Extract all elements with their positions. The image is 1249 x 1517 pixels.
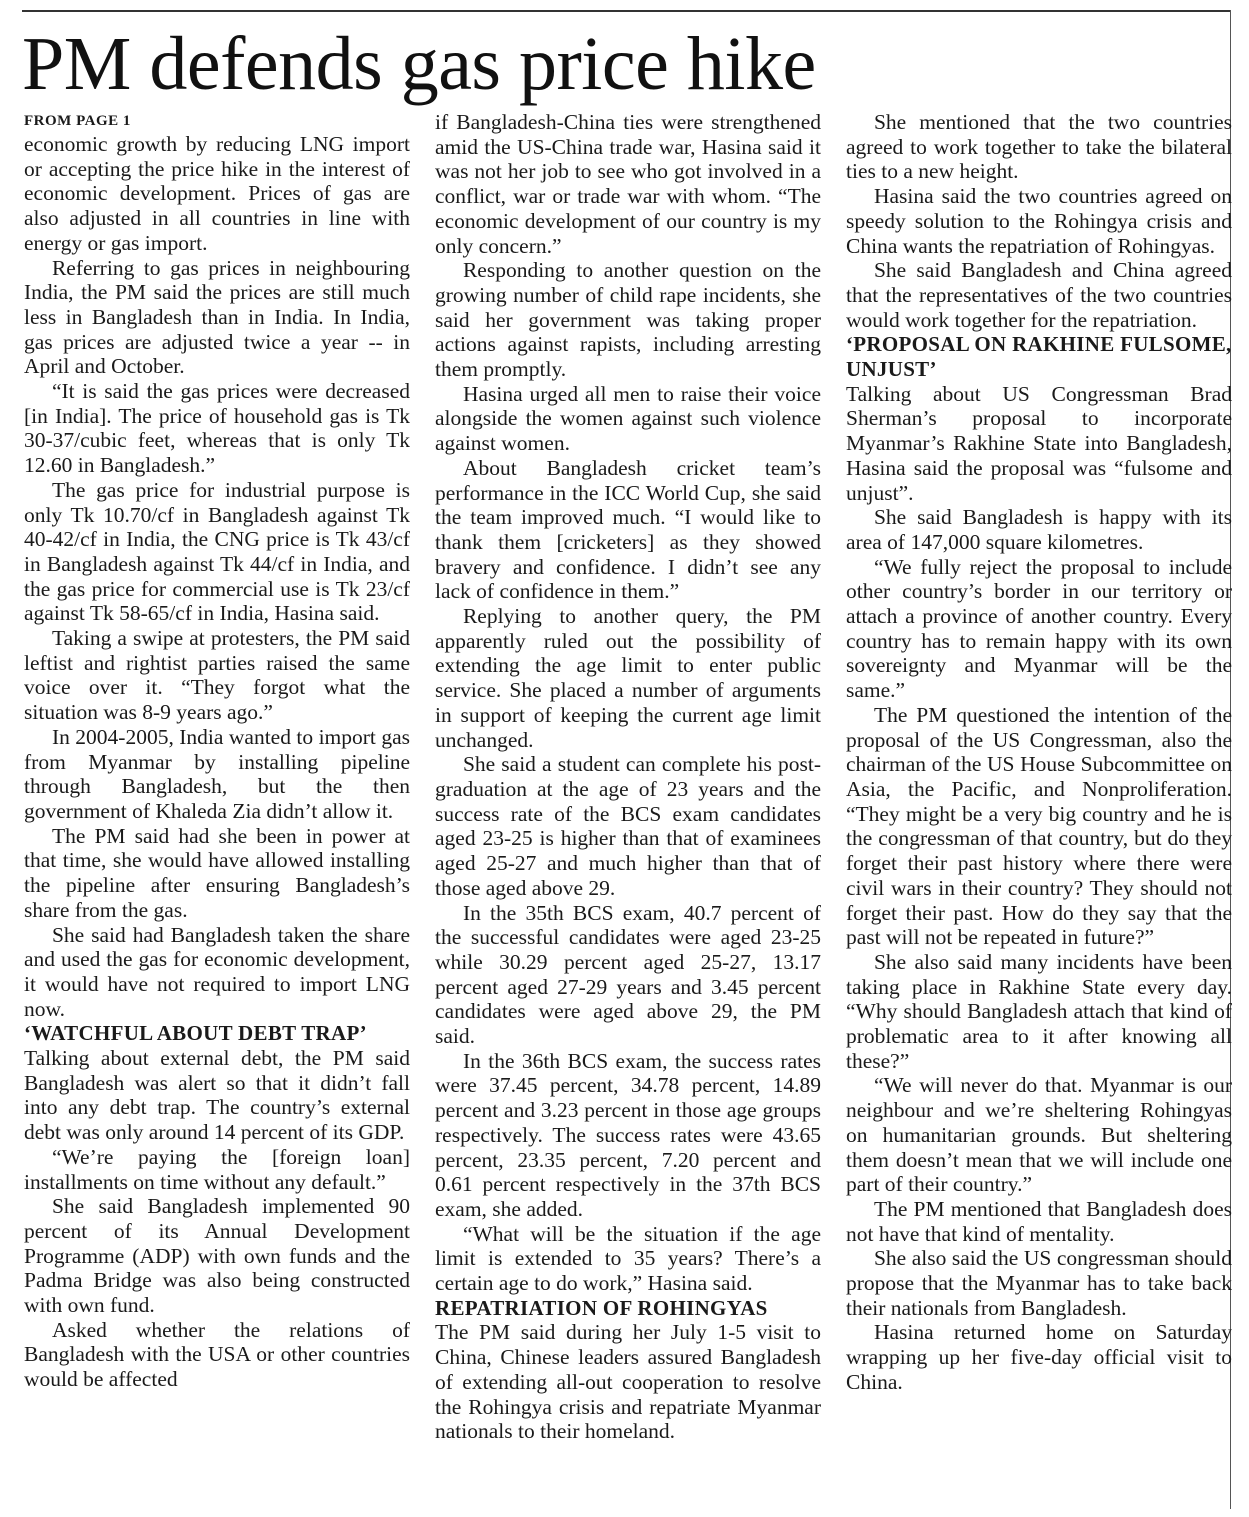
paragraph: “What will be the situation if the age limit is extended to 35 years? There’s a certain age to do work,” Hasina said.: [435, 1221, 821, 1296]
paragraph: She said Bangladesh is happy with its area of 147,000 square kilometres.: [846, 505, 1232, 554]
subhead: ‘WATCHFUL ABOUT DEBT TRAP’: [24, 1021, 367, 1046]
paragraph: Replying to another query, the PM apparently ruled out the possibility of extending the age limit to enter public service. She placed a number of arguments in support of keeping the current age limit unchanged.: [435, 604, 821, 752]
paragraph: In 2004-2005, India wanted to import gas from Myanmar by installing pipeline through Bangladesh, but the then government of Khaleda Zia didn’t allow it.: [24, 724, 410, 823]
paragraph: She said a student can complete his post-graduation at the age of 23 years and the success rate of the BCS exam candidates aged 23-25 is higher than that of examinees aged 25-27 and much higher than that of those aged above 29.: [435, 752, 821, 900]
column-2: [435, 110, 821, 1510]
paragraph: The gas price for industrial purpose is only Tk 10.70/cf in Bangladesh against Tk 40-42/cf in India, the CNG price is Tk 43/cf in Bangladesh against Tk 44/cf in India, and the gas price for commercial use is Tk 23/cf against Tk 58-65/cf in India, Hasina said.: [24, 477, 410, 626]
paragraph: She said had Bangladesh taken the share and used the gas for economic development, it would have not required to import LNG now.: [24, 922, 410, 1021]
kicker: FROM PAGE 1: [24, 113, 131, 129]
paragraph: Hasina urged all men to raise their voice alongside the women against such violence against women.: [435, 381, 821, 456]
paragraph: if Bangladesh-China ties were strengthened amid the US-China trade war, Hasina said it was not her job to see who got involved in a conflict, war or trade war with whom. “The economic development of our country is my only concern.”: [435, 110, 821, 258]
article-columns: [24, 110, 1232, 1510]
paragraph: She also said many incidents have been taking place in Rakhine State every day. “Why should Bangladesh attach that kind of problematic area to it after knowing all these?”: [846, 949, 1232, 1073]
paragraph: She said Bangladesh implemented 90 percent of its Annual Development Programme (ADP) with own funds and the Padma Bridge was also being constructed with own fund.: [24, 1194, 410, 1318]
paragraph: “It is said the gas prices were decreased [in India]. The price of household gas is Tk 30-37/cubic feet, whereas that is only Tk 12.60 in Bangladesh.”: [24, 379, 410, 478]
paragraph: She said Bangladesh and China agreed that the representatives of the two countries would work together for the repatriation.: [846, 258, 1232, 332]
paragraph: “We fully reject the proposal to include other country’s border in our territory or attach a province of another country. Every country has to remain happy with its own sovereignty and Myanmar will be the same.”: [846, 554, 1232, 703]
paragraph: Hasina said the two countries agreed on speedy solution to the Rohingya crisis and China wants the repatriation of Rohingyas.: [846, 184, 1232, 258]
paragraph: Referring to gas prices in neighbouring India, the PM said the prices are still much less in Bangladesh than in India. In India, gas prices are adjusted twice a year -- in April and October.: [24, 255, 410, 379]
paragraph: She mentioned that the two countries agreed to work together to take the bilateral ties to a new height.: [846, 110, 1232, 184]
paragraph: She also said the US congressman should propose that the Myanmar has to take back their nationals from Bangladesh.: [846, 1246, 1232, 1320]
paragraph: “We’re paying the [foreign loan] installments on time without any default.”: [24, 1144, 410, 1194]
paragraph: About Bangladesh cricket team’s performance in the ICC World Cup, she said the team improved much. “I would like to thank them [cricketers] as they showed bravery and confidence. I didn’t see any lack of confidence in them.”: [435, 455, 821, 604]
paragraph: Hasina returned home on Saturday wrapping up her five-day official visit to China.: [846, 1320, 1232, 1394]
paragraph: Taking a swipe at protesters, the PM said leftist and rightist parties raised the same voice over it. “They forgot what the situation was 8-9 years ago.”: [24, 626, 410, 725]
paragraph: The PM said during her July 1-5 visit to China, Chinese leaders assured Bangladesh of extending all-out cooperation to resolve the Rohingya crisis and repatriate Myanmar nationals to their homeland.: [435, 1320, 821, 1444]
paragraph: Talking about US Congressman Brad Sherman’s proposal to incorporate Myanmar’s Rakhine State into Bangladesh, Hasina said the proposal was “fulsome and unjust”.: [846, 381, 1232, 505]
headline: PM defends gas price hike: [22, 22, 816, 106]
paragraph: “We will never do that. Myanmar is our neighbour and we’re sheltering Rohingyas on humanitarian grounds. But sheltering them doesn’t mean that we will include one part of their country.”: [846, 1073, 1232, 1197]
paragraph: The PM said had she been in power at that time, she would have allowed installing the pipeline after ensuring Bangladesh’s share from the gas.: [24, 823, 410, 922]
paragraph: The PM questioned the intention of the proposal of the US Congressman, also the chairman of the US House Subcommittee on Asia, the Pacific, and Nonproliferation. “They might be a very big country and he is the congressman of that country, but do they forget their past history where there were civil wars in their country? They should not forget their past. How do they say that the past will not be repeated in future?”: [846, 702, 1232, 950]
paragraph: Asked whether the relations of Bangladesh with the USA or other countries would be affected: [24, 1317, 410, 1392]
column-1: [24, 110, 410, 1510]
top-rule: [22, 10, 1231, 12]
paragraph: The PM mentioned that Bangladesh does not have that kind of mentality.: [846, 1196, 1232, 1246]
column-3: [846, 110, 1232, 1510]
paragraph: economic growth by reducing LNG import or accepting the price hike in the interest of economic development. Prices of gas are also adjusted in all countries in line with energy or gas import.: [24, 132, 410, 255]
paragraph: In the 36th BCS exam, the success rates were 37.45 percent, 34.78 percent, 14.89 percent and 3.23 percent in those age groups respectively. The success rates were 43.65 percent, 23.35 percent, 7.20 percent and 0.61 percent respectively in the 37th BCS exam, she added.: [435, 1048, 821, 1221]
paragraph: Talking about external debt, the PM said Bangladesh was alert so that it didn’t fall into any debt trap. The country’s external debt was only around 14 percent of its GDP.: [24, 1046, 410, 1145]
subhead: ‘PROPOSAL ON RAKHINE FULSOME, UNJUST’: [846, 332, 1232, 382]
paragraph: Responding to another question on the growing number of child rape incidents, she said her government was taking proper actions against rapists, including arresting them promptly.: [435, 258, 821, 382]
subhead: REPATRIATION OF ROHINGYAS: [435, 1295, 768, 1320]
paragraph: In the 35th BCS exam, 40.7 percent of the successful candidates were aged 23-25 while 30.29 percent aged 25-27, 13.17 percent aged 27-29 years and 3.45 percent candidates were aged above 29, the PM said.: [435, 900, 821, 1049]
